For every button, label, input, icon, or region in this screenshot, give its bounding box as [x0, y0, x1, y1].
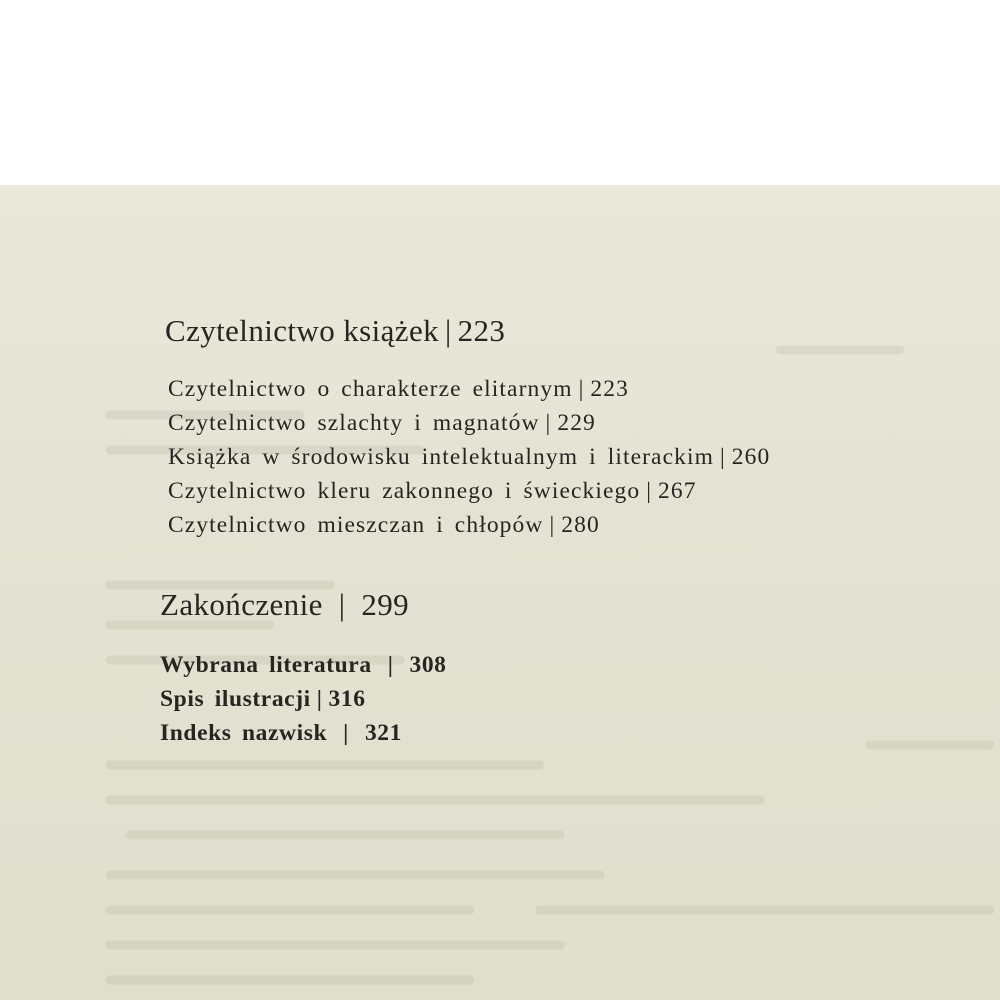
toc-entry: [168, 512, 600, 539]
toc-heading-czytelnictwo: [165, 313, 505, 349]
toc-entry-title: Indeks nazwisk: [160, 720, 328, 746]
toc-entry: [168, 376, 629, 403]
toc-heading-title: Czytelnictwo książek: [165, 313, 439, 348]
toc-entry: [168, 444, 770, 471]
toc-separator: |: [719, 444, 726, 470]
toc-entry: [168, 410, 596, 437]
toc-separator: |: [387, 652, 394, 678]
toc-separator: |: [445, 313, 452, 348]
toc-separator: |: [316, 686, 323, 712]
toc-entry-title: Czytelnictwo mieszczan i chłopów: [168, 512, 544, 538]
toc-entry-title: Czytelnictwo szlachty i magnatów: [168, 410, 540, 436]
toc-heading-page: 299: [361, 587, 410, 622]
toc-entry-page: 280: [561, 512, 600, 538]
toc-appendix-entry: [160, 720, 402, 747]
toc-appendix-entry: [160, 652, 447, 679]
toc-separator: |: [646, 478, 653, 504]
toc-separator: |: [545, 410, 552, 436]
toc-separator: |: [578, 376, 585, 402]
toc-entry-title: Spis ilustracji: [160, 686, 311, 712]
book-page: [0, 185, 1000, 1000]
toc-separator: |: [343, 720, 349, 746]
toc-entry-page: 308: [409, 652, 447, 678]
toc-entry-title: Wybrana literatura: [160, 652, 372, 678]
toc-entry-title: Czytelnictwo kleru zakonnego i świeckiego: [168, 478, 641, 504]
toc-entry-page: 223: [590, 376, 629, 402]
toc-separator: |: [338, 587, 346, 622]
toc-entry-page: 267: [658, 478, 697, 504]
toc-entry-page: 316: [328, 686, 366, 712]
toc-entry-page: 260: [731, 444, 771, 470]
toc-entry-page: 229: [557, 410, 596, 436]
toc-entry: [168, 478, 697, 505]
toc-appendix-entry: [160, 686, 366, 713]
toc-entry-page: 321: [364, 720, 403, 746]
toc-entry-title: Książka w środowisku intelektualnym i literackim: [168, 444, 714, 470]
toc-heading-zakonczenie: [160, 587, 409, 623]
toc-entry-title: Czytelnictwo o charakterze elitarnym: [168, 376, 573, 402]
toc-separator: |: [549, 512, 556, 538]
toc-heading-page: 223: [457, 313, 506, 348]
bleed-through-marks: [0, 185, 1000, 1000]
toc-heading-title: Zakończenie: [160, 587, 323, 622]
